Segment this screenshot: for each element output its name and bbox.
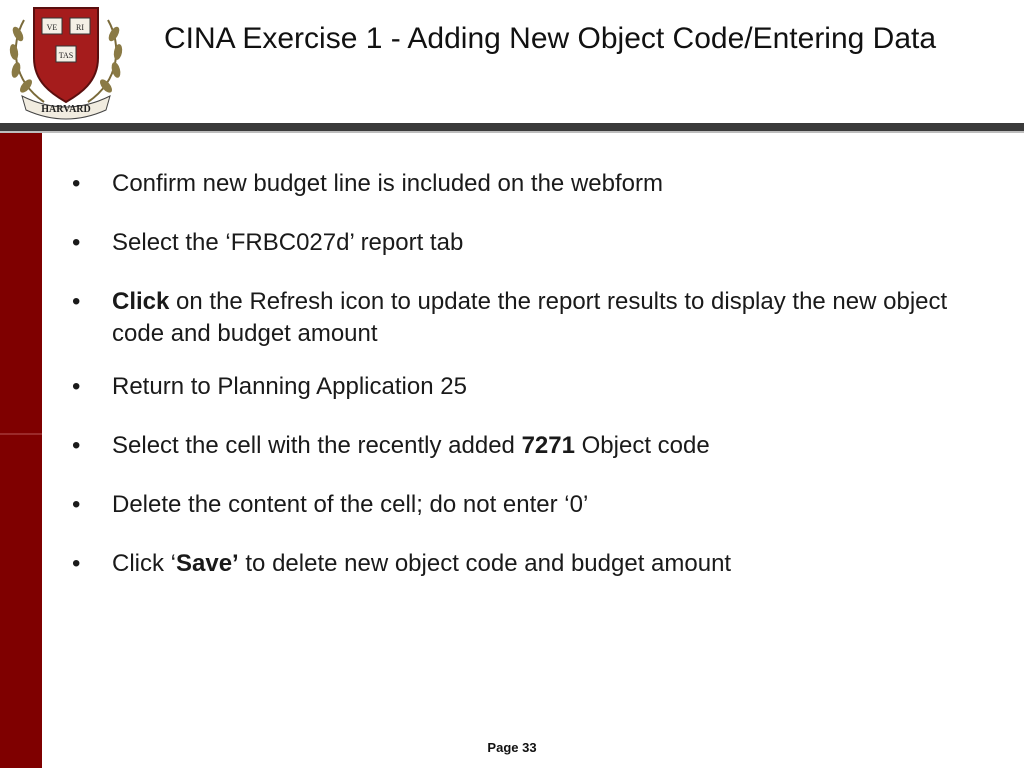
page-number: Page 33 <box>487 740 537 755</box>
svg-text:TAS: TAS <box>58 51 74 60</box>
bullet-item: • Return to Planning Application 25 <box>68 371 988 403</box>
bullet-item: • Select the cell with the recently added 7271 Object code <box>68 430 988 462</box>
header-divider-shadow <box>0 131 1024 133</box>
bullet-dot-icon: • <box>72 550 81 577</box>
svg-text:RI: RI <box>76 23 84 32</box>
header-divider <box>0 123 1024 131</box>
left-accent-notch <box>0 433 42 435</box>
bullet-dot-icon: • <box>72 491 81 518</box>
bold-text: Click <box>112 288 170 315</box>
bullet-dot-icon: • <box>72 373 81 400</box>
bullet-item: • Select the ‘FRBC027d’ report tab <box>68 227 988 259</box>
bold-text: Save’ <box>176 550 239 577</box>
bullet-dot-icon: • <box>72 170 81 197</box>
slide-title: CINA Exercise 1 - Adding New Object Code/Entering Data <box>164 22 937 55</box>
bullet-item: • Click ‘Save’ to delete new object code and budget amount <box>68 548 988 580</box>
bullet-item: • Delete the content of the cell; do not enter ‘0’ <box>68 489 988 521</box>
bullet-dot-icon: • <box>72 288 81 315</box>
harvard-shield-logo <box>4 0 128 120</box>
bullet-item: • Confirm new budget line is included on the webform <box>68 168 988 200</box>
svg-text:VE: VE <box>46 23 58 32</box>
bullet-dot-icon: • <box>72 432 81 459</box>
svg-text:HARVARD: HARVARD <box>41 104 91 115</box>
left-accent-bar <box>0 133 42 768</box>
bullet-item: • Click on the Refresh icon to update the report results to display the new object code and budget amount <box>72 288 948 347</box>
bullet-list <box>68 168 988 607</box>
bold-text: 7271 <box>521 432 575 459</box>
bullet-dot-icon: • <box>72 229 81 256</box>
